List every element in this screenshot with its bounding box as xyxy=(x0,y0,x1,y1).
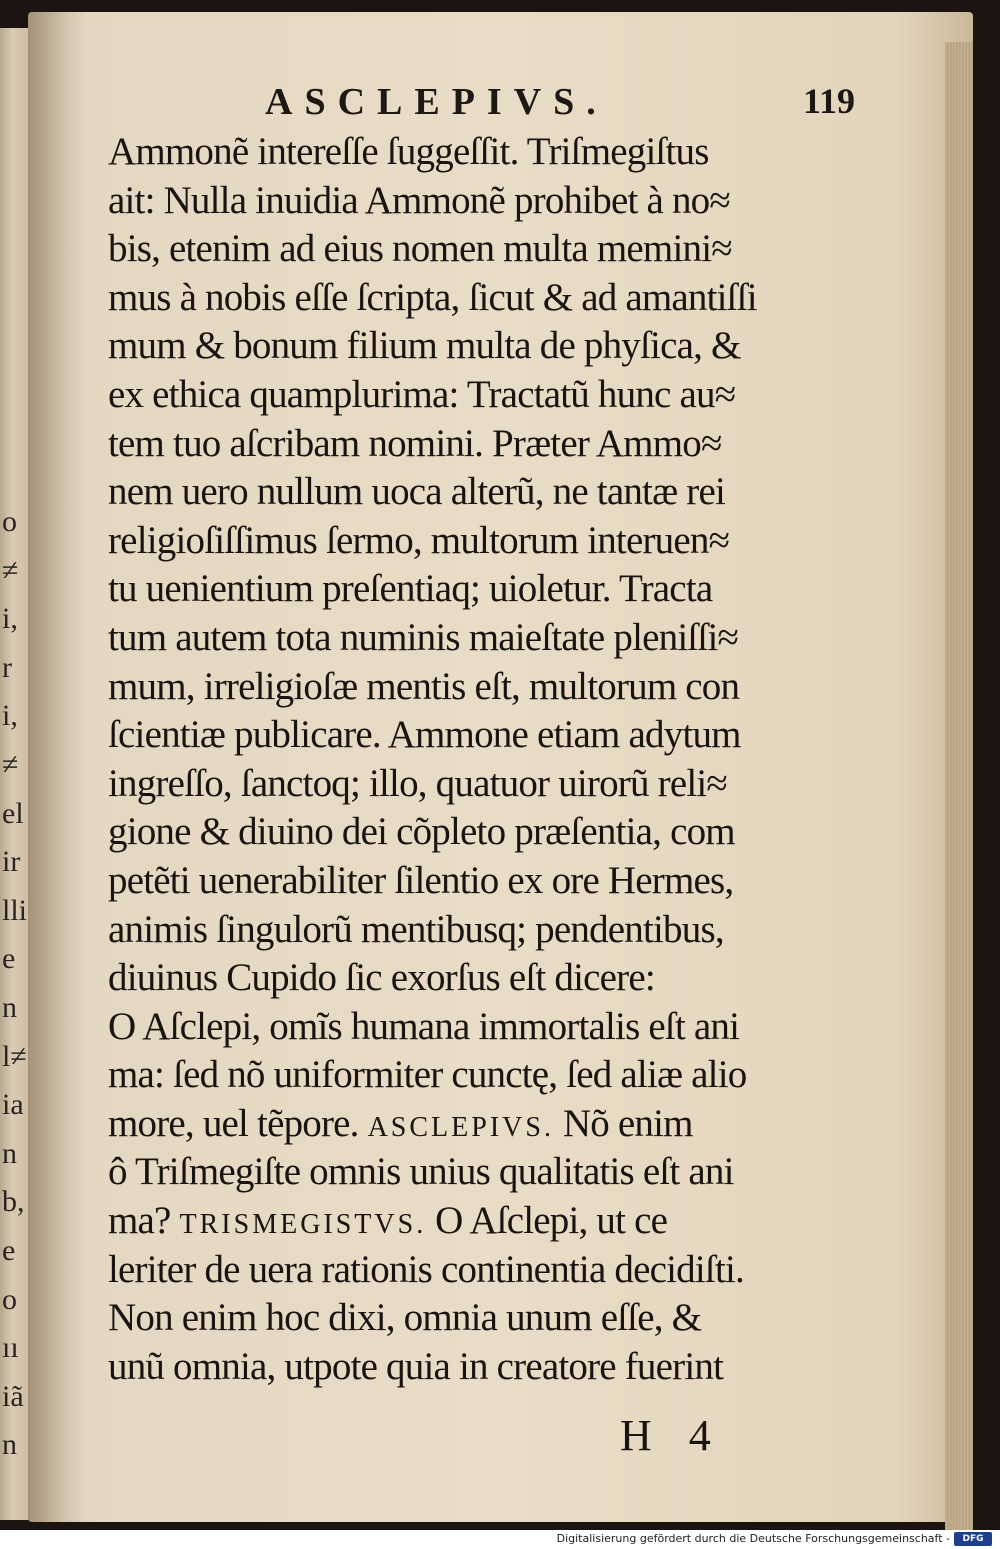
footer-bar xyxy=(0,1530,1000,1549)
text-line: tu uenientium preſentiaq; uioletur. Tracta xyxy=(108,567,713,611)
margin-fragment: i, xyxy=(2,699,18,733)
margin-fragment: lli xyxy=(2,893,28,927)
margin-fragment: n xyxy=(2,990,17,1024)
text-line: Non enim hoc dixi, omnia unum eſſe, & xyxy=(108,1296,702,1340)
previous-page-edge xyxy=(0,28,30,1520)
text-line: tem tuo aſcribam nomini. Præter Ammo≈ xyxy=(108,421,722,465)
text-line: ait: Nulla inuidia Ammonẽ prohibet à no≈ xyxy=(108,178,730,222)
margin-fragment: ia xyxy=(2,1088,24,1122)
text-line: ma: ſed nõ uniformiter cunctę, ſed aliæ alio xyxy=(108,1053,747,1097)
text-line: more, uel tẽpore. ASCLEPIVS. Nõ enim xyxy=(108,1101,693,1145)
page-header xyxy=(265,80,855,130)
margin-fragment: ≠ xyxy=(2,553,19,587)
gutter-shadow xyxy=(28,12,88,1522)
funding-notice: Digitalisierung gefördert durch die Deutsche Forschungsgemeinschaft - xyxy=(556,1532,950,1545)
margin-fragment: n xyxy=(2,1136,17,1170)
margin-fragment: ıı xyxy=(2,1331,19,1365)
text-line: leriter de uera rationis continentia decidiſti. xyxy=(108,1247,744,1291)
margin-fragment: ir xyxy=(2,845,21,879)
text-line: nem uero nullum uoca alterũ, ne tantæ rei xyxy=(108,470,725,514)
margin-fragment: l≠ xyxy=(2,1039,27,1073)
body-text xyxy=(108,128,853,1391)
signature-mark: H 4 xyxy=(620,1411,711,1460)
margin-fragment: b, xyxy=(2,1185,25,1219)
text-line: mus à nobis eſſe ſcripta, ſicut & ad amantiſſi xyxy=(108,275,757,319)
text-line: mum & bonum filium multa de phyſica, & xyxy=(108,324,741,368)
running-head: ASCLEPIVS. xyxy=(265,81,608,123)
margin-fragment: ≠ xyxy=(2,747,19,781)
text-line: unũ omnia, utpote quia in creatore fuerint xyxy=(108,1344,724,1388)
margin-fragment: el xyxy=(2,796,24,830)
margin-fragment: e xyxy=(2,1233,16,1267)
margin-fragment: e xyxy=(2,942,16,976)
text-line: animis ſingulorũ mentibusq; pendentibus, xyxy=(108,907,724,951)
margin-fragment: i, xyxy=(2,602,18,636)
margin-fragment: r xyxy=(2,650,12,684)
text-line: ma? TRISMEGISTVS. O Aſclepi, ut ce xyxy=(108,1199,668,1243)
margin-fragment: o xyxy=(2,1282,17,1316)
text-line: gione & diuino dei cõpleto præſentia, com xyxy=(108,810,735,854)
margin-fragment: o xyxy=(2,505,17,538)
text-line: diuinus Cupido ſic exorſus eſt dicere: xyxy=(108,956,655,1000)
text-line: ex ethica quamplurima: Tractatũ hunc au≈ xyxy=(108,372,736,416)
folio-number: 119 xyxy=(802,81,855,121)
text-line: ſcientiæ publicare. Ammone etiam adytum xyxy=(108,713,741,757)
text-line: religioſiſſimus ſermo, multorum interuen≈ xyxy=(108,518,730,562)
text-line: bis, etenim ad eius nomen multa memini≈ xyxy=(108,227,732,271)
text-line: petẽti uenerabiliter ſilentio ex ore Hermes, xyxy=(108,858,734,902)
text-line: tum autem tota numinis maieſtate pleniſſi≈ xyxy=(108,615,739,659)
text-line: Ammonẽ intereſſe ſuggeſſit. Triſmegiſtus xyxy=(108,130,709,173)
margin-fragment: iã xyxy=(2,1379,24,1413)
page-stack-edge xyxy=(945,42,973,1532)
margin-fragment: n xyxy=(2,1428,17,1462)
text-line: O Aſclepi, omĩs humana immortalis eſt ani xyxy=(108,1004,740,1048)
text-line: ô Triſmegiſte omnis unius qualitatis eſt ani xyxy=(108,1150,734,1194)
dfg-logo: DFG xyxy=(954,1532,992,1546)
previous-page-margin-text xyxy=(0,498,30,1470)
text-line: ingreſſo, ſanctoq; illo, quatuor uirorũ reli≈ xyxy=(108,761,728,805)
text-line: mum, irreligioſæ mentis eſt, multorum con xyxy=(108,664,740,708)
